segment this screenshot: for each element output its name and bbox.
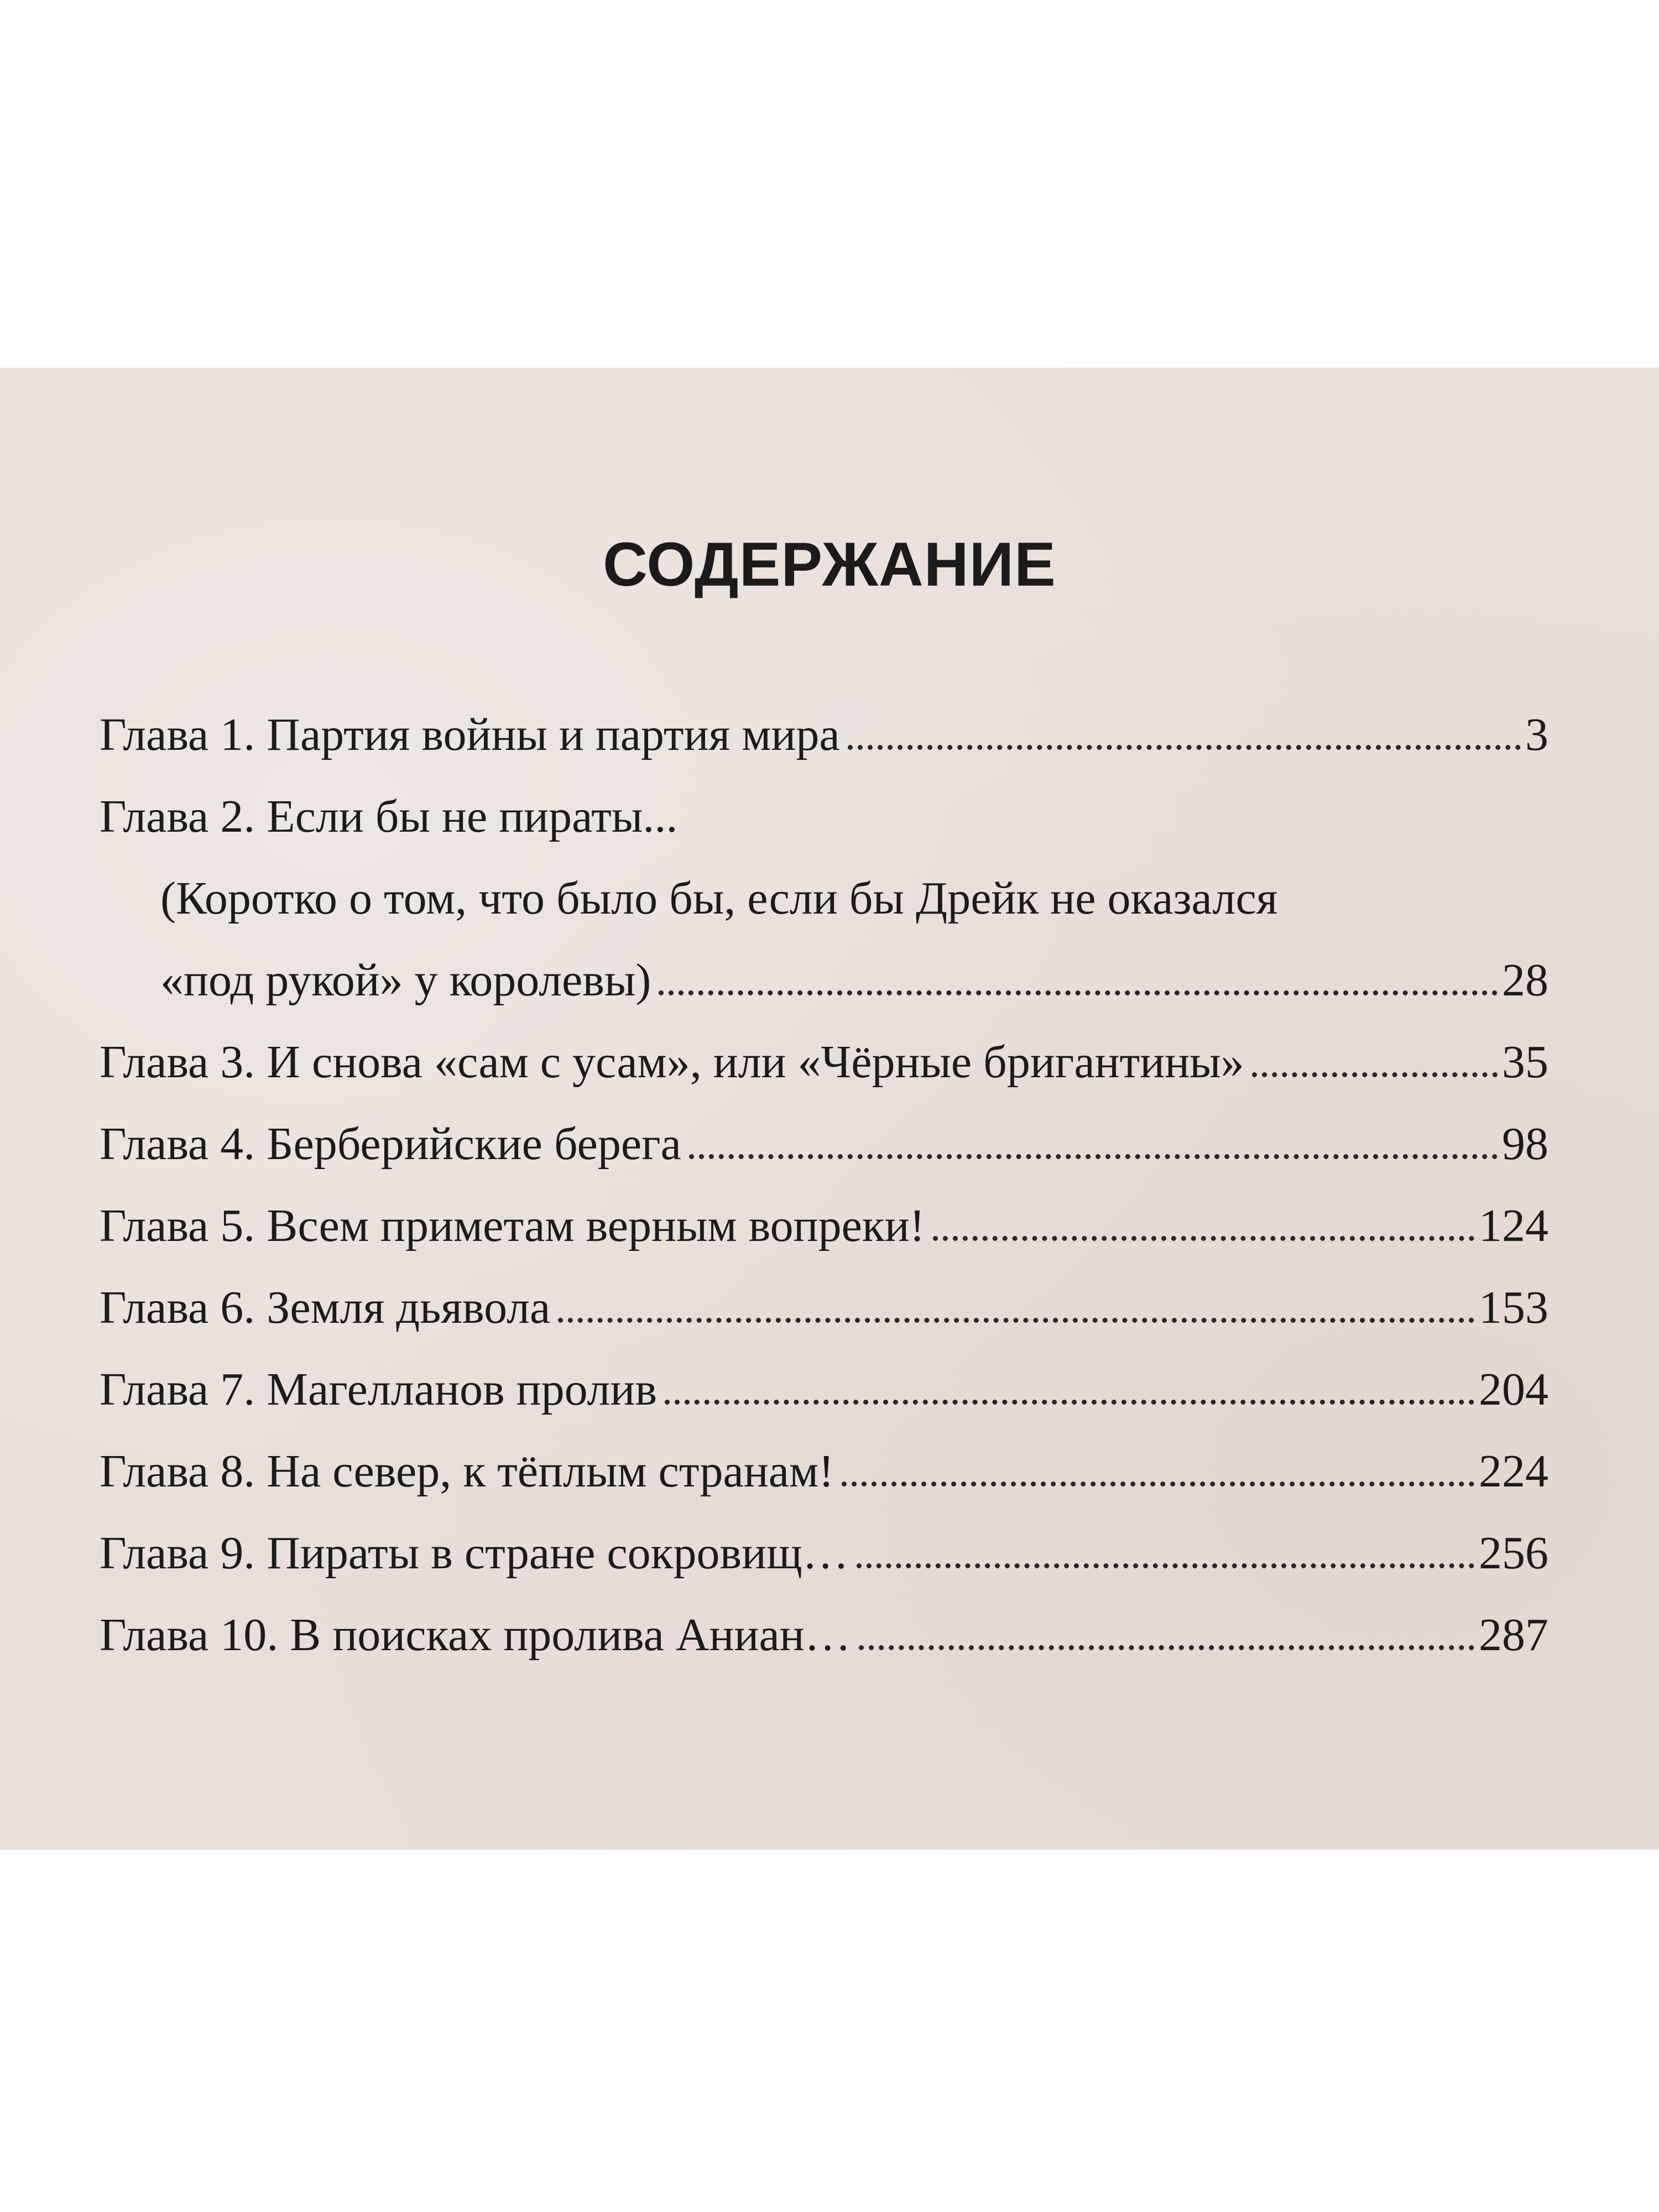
page-title: СОДЕРЖАНИЕ xyxy=(603,530,1056,599)
toc-entry-label: Глава 5. Всем приметам верным вопреки! xyxy=(100,1200,925,1251)
toc-entry-page: 224 xyxy=(1479,1446,1548,1497)
toc-entry-page: 153 xyxy=(1479,1282,1548,1333)
toc-entry-page: 28 xyxy=(1502,954,1548,1006)
dot-leader xyxy=(1252,1072,1498,1077)
toc-entry-4 xyxy=(100,1103,1548,1185)
toc-entry-9 xyxy=(100,1512,1548,1594)
toc-entry-label: Глава 7. Магелланов пролив xyxy=(100,1364,657,1415)
toc-entry-page: 98 xyxy=(1502,1118,1548,1170)
toc-entry-label: Глава 9. Пираты в стране сокровищ… xyxy=(100,1527,849,1579)
dot-leader xyxy=(659,990,1498,995)
dot-leader xyxy=(558,1318,1474,1323)
toc-entry-6 xyxy=(100,1267,1548,1349)
toc-entry-7 xyxy=(100,1349,1548,1431)
toc-entry-10 xyxy=(100,1594,1548,1676)
dot-leader xyxy=(665,1400,1474,1405)
toc-entry-label: Глава 1. Партия войны и партия мира xyxy=(100,709,840,760)
toc-entry-page: 204 xyxy=(1479,1364,1548,1415)
toc-entry-label: Глава 2. Если бы не пираты... xyxy=(100,791,678,842)
toc-entry-label: Глава 6. Земля дьявола xyxy=(100,1282,551,1333)
toc-entry-8 xyxy=(100,1431,1548,1512)
dot-leader xyxy=(848,745,1521,750)
toc-entry-subtitle-line: «под рукой» у королевы) xyxy=(160,954,651,1006)
dot-leader xyxy=(842,1481,1474,1486)
toc-entry-3 xyxy=(100,1021,1548,1103)
toc-entry-label: Глава 4. Берберийские берега xyxy=(100,1118,681,1170)
toc-entry-page: 256 xyxy=(1479,1527,1548,1579)
toc-entry-5 xyxy=(100,1185,1548,1267)
toc-entry-subtitle-line: (Коротко о том, что было бы, если бы Дрейк не оказался xyxy=(160,873,1278,924)
dot-leader xyxy=(933,1236,1474,1241)
toc-entry-page: 287 xyxy=(1479,1609,1548,1661)
toc-entry-label: Глава 8. На север, к тёплым странам! xyxy=(100,1446,834,1497)
toc-entry-page: 35 xyxy=(1502,1036,1548,1088)
dot-leader xyxy=(859,1645,1474,1650)
toc-entry-2 xyxy=(100,776,1548,1021)
book-page xyxy=(0,368,1659,1850)
toc-entry-label: Глава 3. И снова «сам с усам», или «Чёрные бригантины» xyxy=(100,1036,1244,1088)
toc-entry-label: Глава 10. В поисках пролива Аниан… xyxy=(100,1609,851,1661)
dot-leader xyxy=(857,1563,1474,1568)
dot-leader xyxy=(689,1154,1498,1159)
toc-entry-1 xyxy=(100,694,1548,776)
toc-entry-page: 3 xyxy=(1525,709,1548,760)
table-of-contents xyxy=(100,694,1548,1676)
toc-entry-page: 124 xyxy=(1479,1200,1548,1251)
